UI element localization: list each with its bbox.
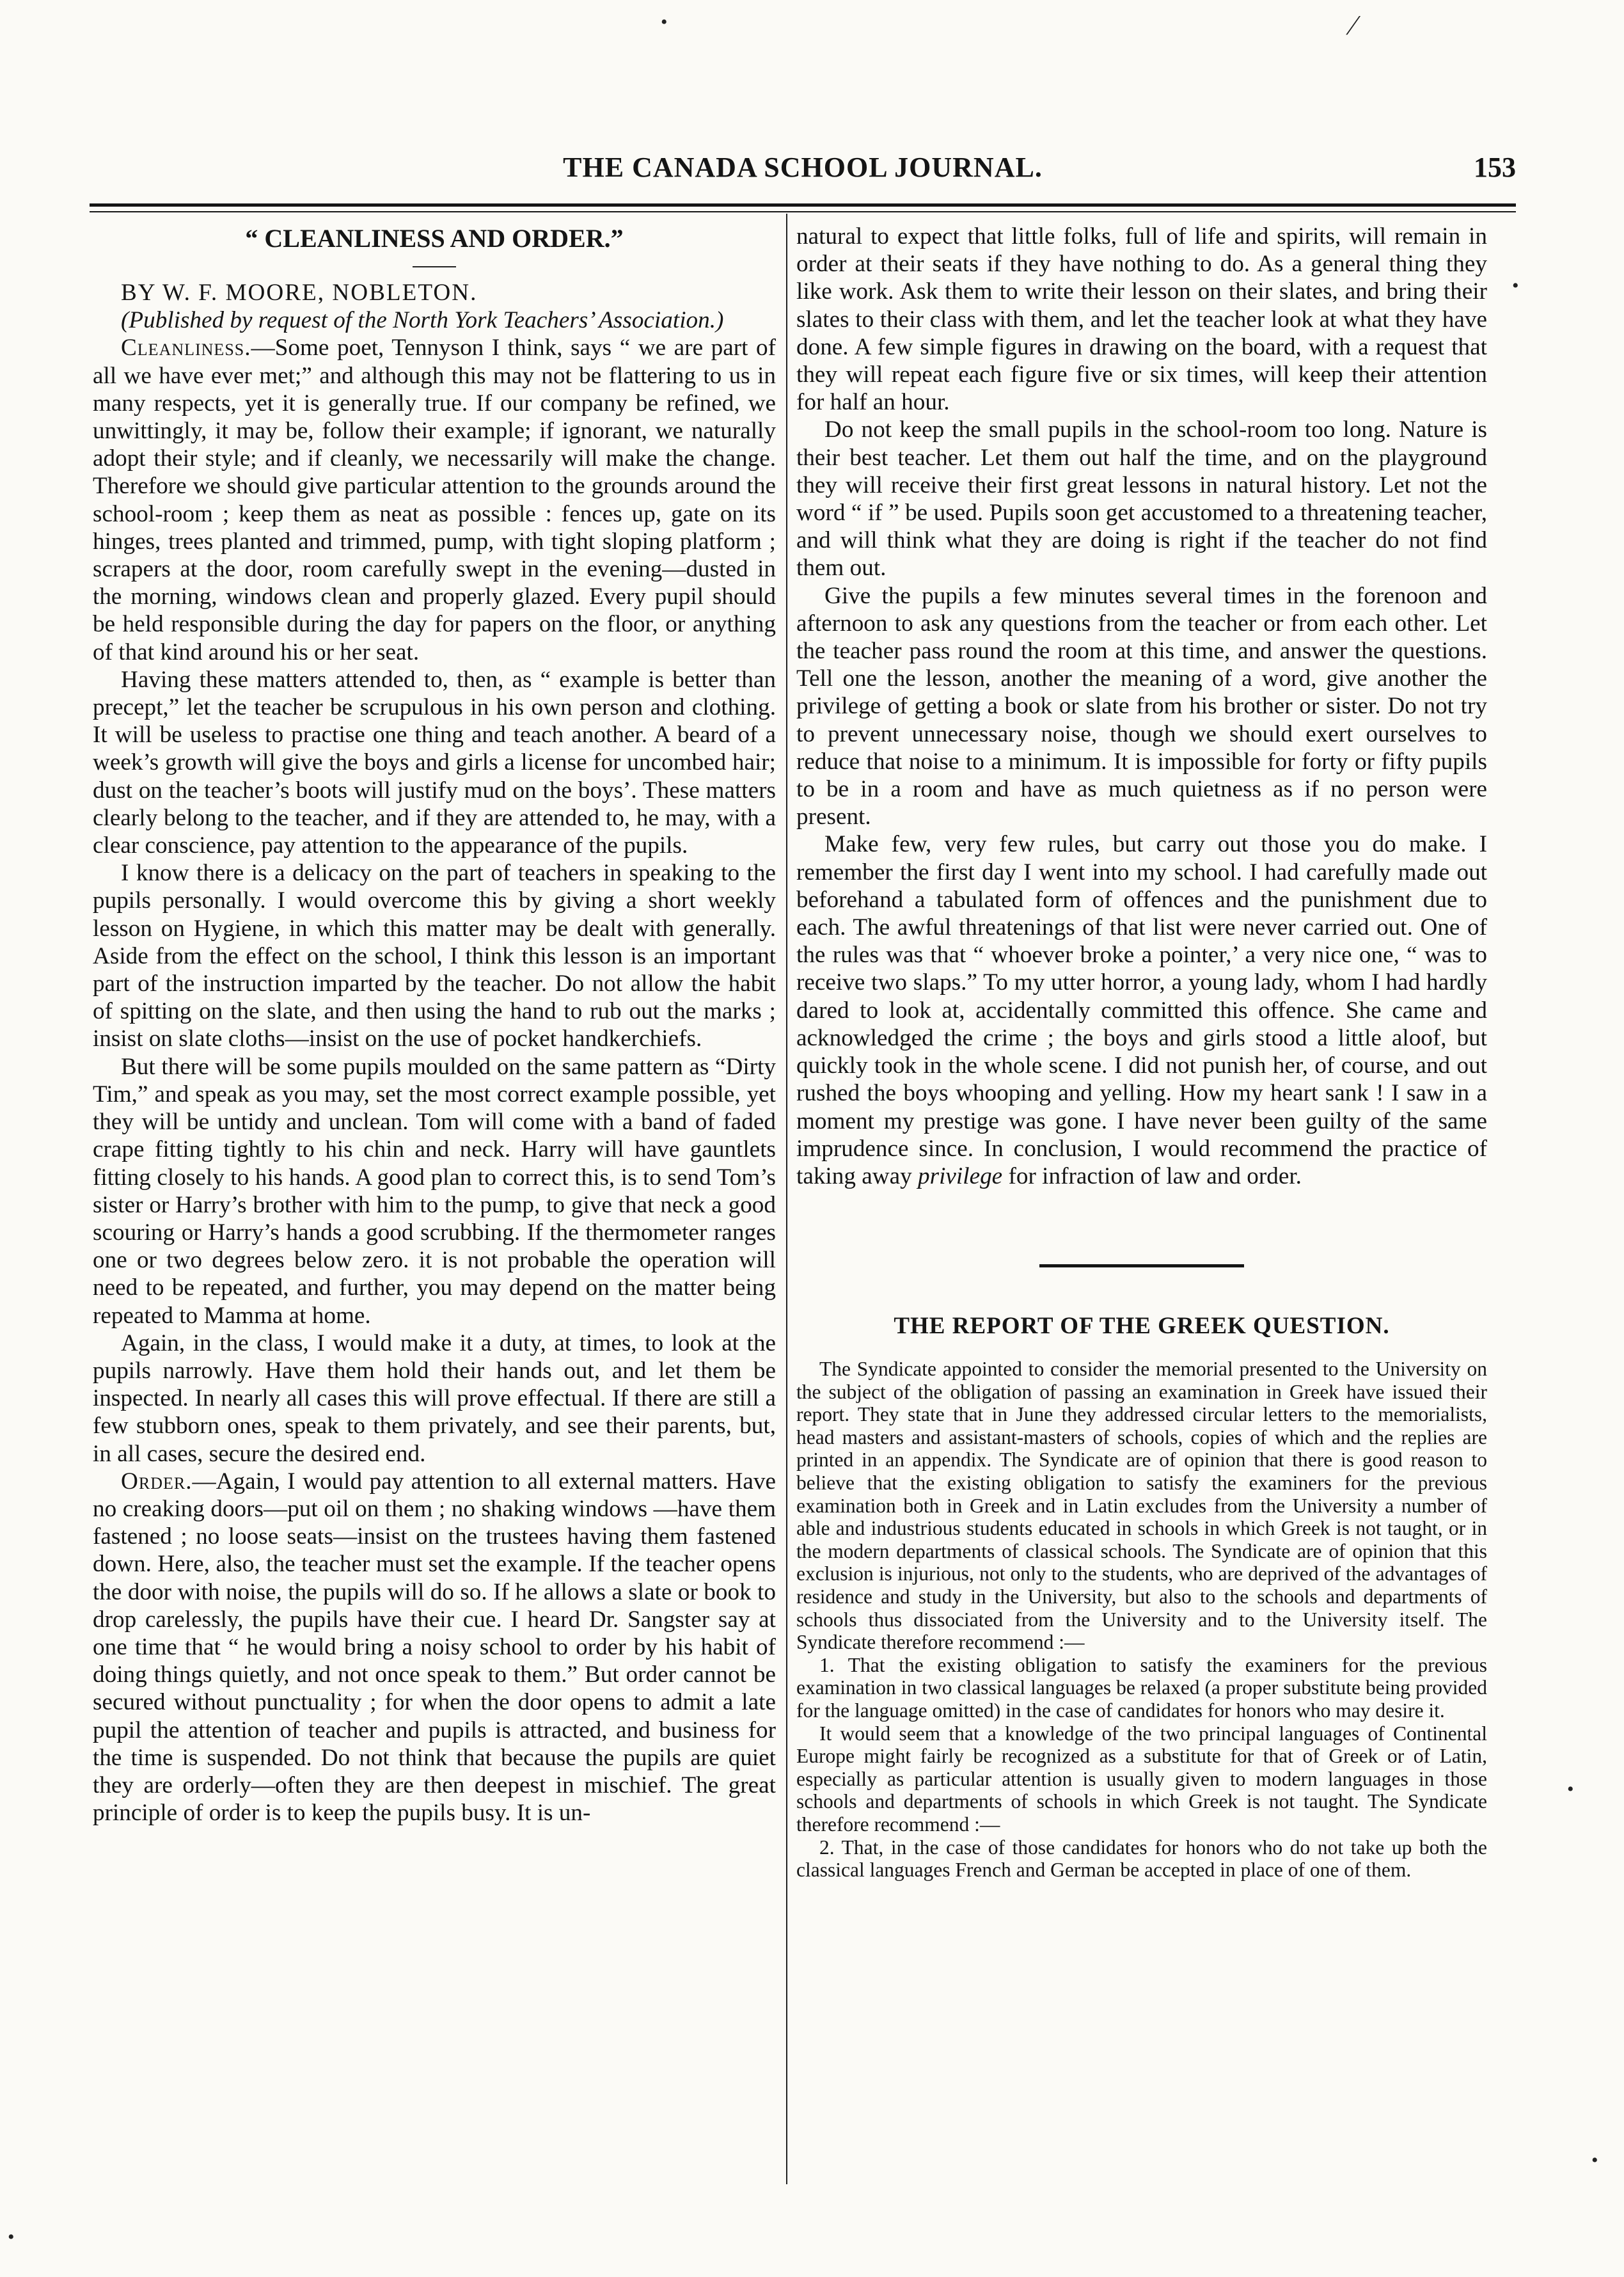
paragraph: Make few, very few rules, but carry out those you do make. I remember the first day I went into my school. I had carefully made out beforehand a tabulated form of offences and the punishment due to each. The awful threatenings of that list were never carried out. One of the rules was that “ whoever broke a pointer,’ a very nice one, “ was to receive two slaps.” To my utter horror, a young lady, whom I had hardly dared to look at, accidentally committed this offence. She came and acknowledged the crime ; the boys and girls stood a little aloof, but quickly took in the whole scene. I did not punish her, of course, and out rushed the boys whooping and yelling. How my heart sank ! I saw in a moment my prestige was gone. I have never been guilty of the same imprudence since. In conclusion, I would recommend the practice of taking away privilege for infraction of law and order. <box>796 831 1487 1189</box>
print-speck: • <box>661 12 668 33</box>
greek-report-article <box>796 1312 1487 1882</box>
pen-mark: ⁄ <box>1351 10 1356 41</box>
paragraph: I know there is a delicacy on the part of teachers in speaking to the pupils personally. I would overcome this by giving a short weekly lesson on Hygiene, in which this matter may be dealt with generally. Aside from the effect on the school, I think this lesson is an important part of the instruction imparted by the teacher. Do not allow the habit of spitting on the slate, and then using the hand to rub out the marks ; insist on slate cloths—insist on the use of pocket handkerchiefs. <box>93 860 776 1052</box>
column-divider <box>786 214 787 2184</box>
journal-title: THE CANADA SCHOOL JOURNAL. <box>563 152 1043 183</box>
paragraph-order: Order.—Again, I would pay attention to all external matters. Have no creaking doors—put oil on them ; no shaking windows —have them fastened ; no loose seats—insist on the trustees having them fastened down. Here, also, the teacher must set the example. If the teacher opens the door with noise, the pupils will do so. If he allows a slate or book to drop carelessly, the pupils have their cue. I heard Dr. Sangster say at one time that “ he would bring a noisy school to order by his habit of doing things quietly, and not once speak to them.” But order cannot be secured without punctuality ; for when the door opens to admit a late pupil the attention of teacher and pupils is attracted, and business for the time is suspended. Do not think that because the pupils are quiet they are orderly—often they are then deepest in mischief. The great principle of order is to keep the pupils busy. It is un- <box>93 1468 776 1827</box>
left-column <box>93 223 776 1827</box>
section-label-cleanliness: Cleanliness. <box>121 335 251 361</box>
title-rule <box>413 266 456 267</box>
paragraph-continued: natural to expect that little folks, full of life and spirits, will remain in order at their seats if they have nothing to do. As a general thing they like work. Ask them to write their lesson on their slates, and bring their slates to their class with them, and let the teacher look at what they have done. A few simple figures in drawing on the board, with a request that they will repeat each figure five or six times, will keep their attention for half an hour. <box>796 223 1487 416</box>
paragraph: 2. That, in the case of those candidates for honors who do not take up both the classical languages French and German be accepted in place of one of them. <box>796 1836 1487 1882</box>
section-divider-rule <box>1039 1264 1244 1267</box>
print-speck: • <box>1567 1779 1574 1800</box>
paragraph: 1. That the existing obligation to satisfy the examiners for the previous examination in two classical languages be relaxed (a proper substitute being provided for the language omitted) in the case of candidates for honors who may desire it. <box>796 1653 1487 1722</box>
article-title: “ CLEANLINESS AND ORDER.” <box>245 224 624 253</box>
paragraph: But there will be some pupils moulded on the same pattern as “Dirty Tim,” and speak as you may, set the most correct example possible, yet they will be untidy and unclean. Tom will come with a band of faded crape fitting tightly to his chin and neck. Harry will have gauntlets fitting closely to his hands. A good plan to correct this, is to send Tom’s sister or Harry’s brother with him to the pump, to give that neck a good scouring or Harry’s hands a good scrubbing. If the thermometer ranges one or two degrees below zero. it is not probable the operation will need to be repeated, and further, you may depend on the matter being repeated to Mamma at home. <box>93 1053 776 1329</box>
paragraph: Again, in the class, I would make it a duty, at times, to look at the pupils narrowly. Have them hold their hands out, and let them be inspected. In nearly all cases this will prove effectual. If there are still a few stubborn ones, speak to them privately, and see their parents, but, in all cases, secure the desired end. <box>93 1329 776 1467</box>
section-label-order: Order. <box>121 1468 193 1495</box>
right-column <box>796 223 1487 1882</box>
paragraph: The Syndicate appointed to consider the memorial presented to the University on the subject of the obligation of passing an examination in Greek have issued their report. They state that in June they addressed circular letters to the memorialists, head masters and assistant-masters of schools, copies of which and the replies are printed in an appendix. The Syndicate are of opinion that there is good reason to believe that the existing obligation to satisfy the examiners for the previous examination both in Greek and in Latin excludes from the University a number of able and industrious students educated in schools in which Greek is not taught, or in the modern departments of classical schools. The Syndicate are of opinion that this exclusion is injurious, not only to the students, who are deprived of the advantages of residence and study in the University, but also to the schools and departments of schools thus dissociated from the University and to the University itself. The Syndicate therefore recommend :— <box>796 1358 1487 1654</box>
paragraph: Give the pupils a few minutes several times in the forenoon and afternoon to ask any questions from the teacher or from each other. Let the teacher pass round the room at this time, and answer the questions. Tell one the lesson, another the meaning of a word, give another the privilege of getting a book or slate from his brother or sister. Do not try to prevent unnecessary noise, though we should exert ourselves to reduce that noise to a minimum. It is impossible for forty or fifty pupils to be in a room and have as much quietness as if no person were present. <box>796 582 1487 830</box>
print-speck: • <box>8 2226 15 2248</box>
paragraph: Having these matters attended to, then, as “ example is better than precept,” let the teacher be scrupulous in his own person and clothing. It will be useless to practise one thing and teach another. A beard of a week’s growth will give the boys and girls a license for uncombed hair; dust on the teacher’s boots will justify mud on the boys’. These matters clearly belong to the teacher, and if they are attended to, he may, with a clear conscience, pay attention to the appearance of the pupils. <box>93 666 776 859</box>
italic-word: privilege <box>918 1162 1003 1189</box>
paragraph: Do not keep the small pupils in the school-room too long. Nature is their best teacher. Let them out half the time, and on the playground they will receive their first great lessons in natural history. Let not the word “ if ” be used. Pupils soon get accustomed to a threatening teacher, and will think what they are doing is right if the teacher do not find them out. <box>796 417 1487 582</box>
page-number: 153 <box>1474 152 1516 183</box>
header-rule-thin <box>90 211 1516 212</box>
print-speck: • <box>1512 275 1519 296</box>
publication-note: (Published by request of the North York Teachers’ Association.) <box>121 307 724 334</box>
header-rule-thick <box>90 203 1516 207</box>
print-speck: • <box>1591 2150 1598 2171</box>
page-header <box>90 148 1516 187</box>
report-title: THE REPORT OF THE GREEK QUESTION. <box>894 1313 1390 1340</box>
byline: BY W. F. MOORE, NOBLETON. <box>121 280 478 306</box>
paragraph-cleanliness: Cleanliness.—Some poet, Tennyson I think, says “ we are part of all we have ever met;” and although this may not be flattering to us in many respects, yet it is generally true. If our company be refined, we unwittingly, it may be, follow their example; if ignorant, we naturally adopt their style; and if cleanly, we necessarily will make the change. Therefore we should give particular attention to the grounds around the school-room ; keep them as neat as possible : fences up, gate on its hinges, trees planted and trimmed, pump, with tight sloping platform ; scrapers at the door, room carefully swept in the evening—dusted in the morning, windows clean and properly glazed. Every pupil should be held responsible during the day for papers on the floor, or anything of that kind around his or her seat. <box>93 335 776 665</box>
paragraph: It would seem that a knowledge of the two principal languages of Continental Europe might fairly be recognized as a substitute for that of Greek or of Latin, especially as particular attention is usually given to modern languages in those schools and departments of schools in which Greek is not taught. The Syndicate therefore recommend :— <box>796 1722 1487 1836</box>
